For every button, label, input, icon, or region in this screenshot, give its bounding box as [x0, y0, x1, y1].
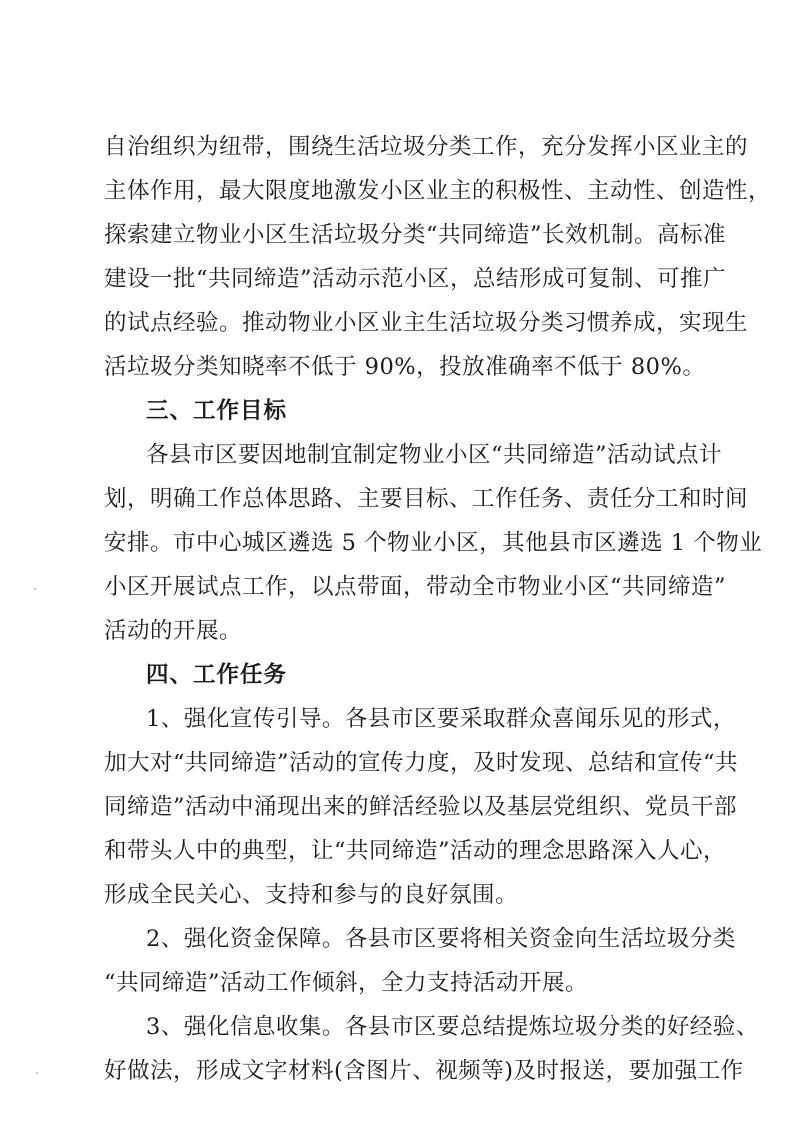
- paragraph-line: 好做法，形成文字材料(含图片、视频等)及时报送，要加强工作: [104, 1058, 744, 1084]
- section-heading: 四、工作任务: [146, 662, 288, 688]
- paragraph-line: 活动的开展。: [104, 618, 243, 644]
- paragraph-line: 同缔造”活动中涌现出来的鲜活经验以及基层党组织、党员干部: [104, 794, 738, 820]
- paragraph-line: 和带头人中的典型，让“共同缔造”活动的理念思路深入人心，: [104, 838, 727, 864]
- paragraph-line: 自治组织为纽带，围绕生活垃圾分类工作，充分发挥小区业主的: [104, 134, 749, 160]
- paragraph-line: 划，明确工作总体思路、主要目标、工作任务、责任分工和时间: [104, 486, 749, 512]
- paragraph-line: 3、强化信息收集。各县市区要总结提炼垃圾分类的好经验、: [146, 1014, 759, 1040]
- paragraph-line: 的试点经验。推动物业小区业主生活垃圾分类习惯养成，实现生: [104, 310, 749, 336]
- paragraph-line: 形成全民关心、支持和参与的良好氛围。: [104, 882, 519, 908]
- paragraph-line: 活垃圾分类知晓率不低于 90%，投放准确率不低于 80%。: [104, 354, 706, 380]
- scan-speck: [34, 588, 36, 590]
- paragraph-line: 加大对“共同缔造”活动的宣传力度，及时发现、总结和宣传“共: [104, 750, 739, 776]
- paragraph-line: 安排。市中心城区遴选 5 个物业小区，其他县市区遴选 1 个物业: [104, 530, 763, 556]
- paragraph-line: 小区开展试点工作，以点带面，带动全市物业小区“共同缔造”: [104, 574, 727, 600]
- paragraph-line: 各县市区要因地制宜制定物业小区“共同缔造”活动试点计: [146, 442, 723, 468]
- paragraph-line: 2、强化资金保障。各县市区要将相关资金向生活垃圾分类: [146, 926, 736, 952]
- paragraph-line: “共同缔造”活动工作倾斜，全力支持活动开展。: [104, 970, 589, 996]
- paragraph-line: 1、强化宣传引导。各县市区要采取群众喜闻乐见的形式，: [146, 706, 736, 732]
- paragraph-line: 探索建立物业小区生活垃圾分类“共同缔造”长效机制。高标准: [104, 222, 727, 248]
- section-heading: 三、工作目标: [146, 398, 288, 424]
- scan-speck: [36, 1072, 38, 1074]
- paragraph-line: 主体作用，最大限度地激发小区业主的积极性、主动性、创造性，: [104, 178, 772, 204]
- paragraph-line: 建设一批“共同缔造”活动示范小区，总结形成可复制、可推广: [104, 266, 727, 292]
